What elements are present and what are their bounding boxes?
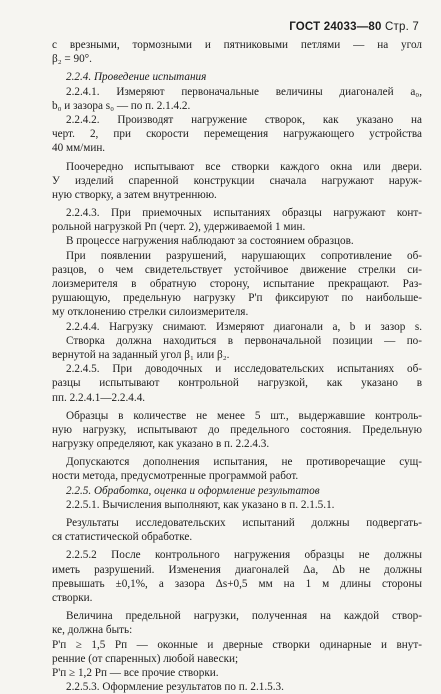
text-line: рольной нагрузкой Pп (черт. 2), удерживаемой 1 мин.	[52, 221, 306, 234]
text-line: 2.2.4.2. Производят нагружение створок, как указано на	[66, 113, 422, 126]
text-line: рушающую, предельную нагрузку P'п фиксируют по наибольше-	[52, 292, 422, 305]
text-line: 2.2.4.4. Нагрузку снимают. Измеряют диагонали a, b и зазор s.	[66, 320, 422, 333]
text-line: иметь разрушений. Изменения диагоналей Δa, Δb не должны	[52, 563, 422, 576]
text-line: 2.2.5.2 После контрольного нагружения образцы не должны	[66, 549, 422, 562]
text-line: ренние (от спаренных) любой навески;	[52, 652, 239, 665]
text-line: Результаты исследовательских испытаний должны подвергать-	[66, 517, 422, 529]
text-line: ке, должна быть:	[52, 624, 133, 637]
gost-number: ГОСТ 24033—80	[289, 21, 382, 33]
text-line: β₂ = 90°.	[52, 53, 92, 66]
text-line: ся статистической обработке.	[52, 531, 193, 544]
page-label: Стр.	[385, 21, 409, 33]
text-line: с врезными, тормозными и пятниковыми петлями — на угол	[52, 39, 422, 51]
text-line: При появлении разрушений, нарушающих сопротивление об-	[66, 249, 422, 262]
text-line: 2.2.5.3. Оформление результатов по п. 2.1.5.3.	[66, 681, 284, 694]
section-heading: 2.2.4. Проведение испытания	[66, 71, 207, 84]
text-line: нагрузку определяют, как указано в п. 2.2.4.3.	[52, 438, 270, 451]
text-line: В процессе нагружения наблюдают за состоянием образцов.	[66, 235, 354, 248]
text-line: пп. 2.2.4.1—2.2.4.4.	[52, 391, 146, 404]
text-line: ности метода, предусмотренные программой работ.	[52, 470, 299, 483]
text-line: 2.2.4.5. При доводочных и исследовательских испытаниях об-	[66, 363, 422, 376]
text-line: Поочередно испытывают все створки каждого окна или двери.	[66, 160, 422, 173]
text-line: му отклонению стрелки силоизмерителя.	[52, 306, 249, 319]
text-line: разцов, о чем свидетельствует устойчивое движение стрелки си-	[52, 263, 422, 276]
text-line: Створка должна находиться в первоначальной позиции — по-	[66, 334, 422, 347]
page-number: 7	[412, 21, 419, 33]
text-line: вернутой на заданный угол β₁ или β₂.	[52, 348, 230, 361]
text-line: створки.	[52, 591, 93, 604]
text-line: 40 мм/мин.	[52, 142, 106, 155]
text-line: Допускаются дополнения испытания, не противоречащие сущ-	[66, 456, 422, 469]
text-line: ную створку, а затем внутреннюю.	[52, 188, 217, 201]
text-line: превышать ±0,1%, а зазора Δs+0,5 мм на 1 м длины стороны	[52, 577, 422, 590]
text-line: У изделий спаренной конструкции сначала нагружают наруж-	[52, 174, 422, 187]
text-line: разцы испытывают контрольной нагрузкой, как указано в	[52, 377, 422, 390]
text-line: 2.2.5.1. Вычисления выполняют, как указано в п. 2.1.5.1.	[66, 498, 335, 511]
text-line: черт. 2, при скорости перемещения нагружающего устройства	[52, 128, 422, 141]
text-line: Величина предельной нагрузки, полученная на каждой створ-	[66, 610, 422, 623]
page-header	[289, 21, 419, 33]
text-line: Образцы в количестве не менее 5 шт., выдержавшие контроль-	[66, 409, 422, 422]
text-line: 2.2.4.1. Измеряют первоначальные величины диагоналей a₀,	[66, 85, 422, 98]
text-line: 2.2.4.3. При приемочных испытаниях образцы нагружают конт-	[66, 207, 422, 220]
text-line: P'п ≥ 1,5 Pп — оконные и дверные створки одинарные и внут-	[52, 638, 422, 651]
text-line: P'п ≥ 1,2 Pп — все прочие створки.	[52, 666, 219, 679]
text-line: лоизмерителя в обратную сторону, испытание прекращают. Раз-	[52, 278, 422, 290]
text-line: b₀ и зазора s₀ — по п. 2.1.4.2.	[52, 99, 191, 112]
section-heading: 2.2.5. Обработка, оценка и оформление результатов	[66, 484, 320, 497]
text-line: ную нагрузку, испытывают до предельного состояния. Предельную	[52, 423, 422, 436]
document-body	[52, 38, 422, 694]
